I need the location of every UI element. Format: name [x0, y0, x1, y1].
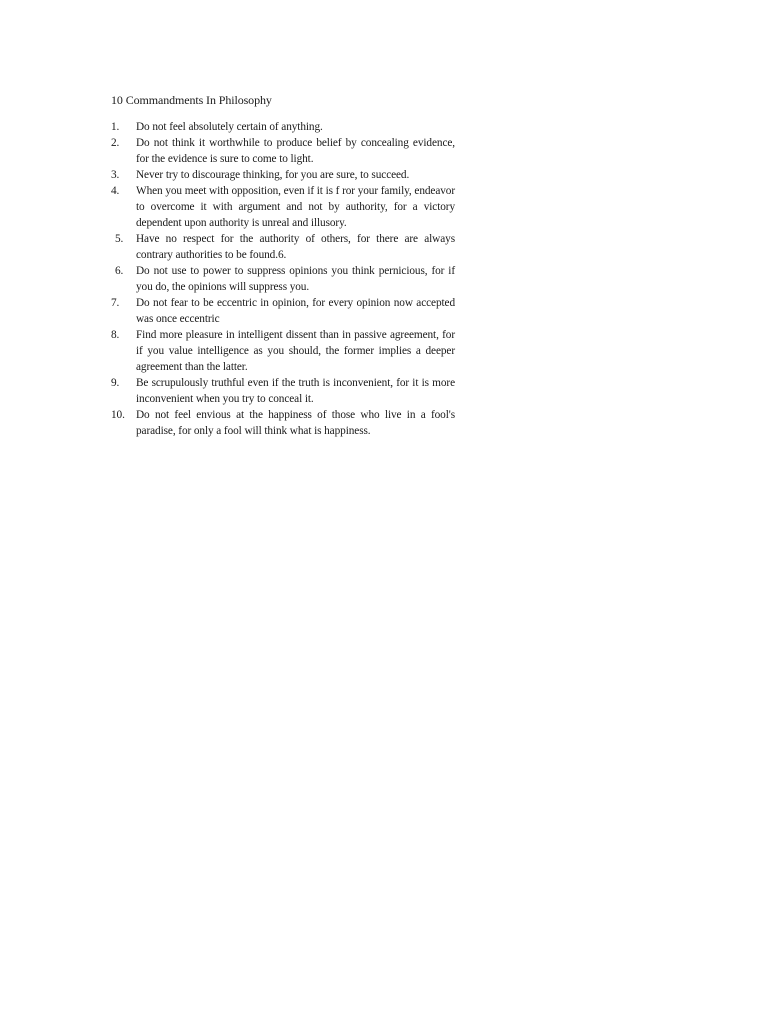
- list-item: [111, 119, 455, 135]
- commandments-list: [111, 119, 455, 439]
- list-item: [111, 263, 455, 295]
- list-item-number: 7.: [111, 297, 120, 309]
- list-item-text: Do not feel envious at the happiness of those who live in a fool's paradise, for only a fool will think what is happiness.: [136, 409, 455, 437]
- list-item-text: Never try to discourage thinking, for you are sure, to succeed.: [136, 169, 410, 181]
- list-item: [111, 167, 455, 183]
- list-item-number: 4.: [111, 185, 120, 197]
- list-item-number: 3.: [111, 169, 120, 181]
- list-item: [111, 135, 455, 167]
- list-item-number: 2.: [111, 137, 120, 149]
- list-item-text: Do not use to power to suppress opinions you think pernicious, for if you do, the opinions will suppress you.: [136, 265, 455, 293]
- list-item-text: Do not think it worthwhile to produce belief by concealing evidence, for the evidence is sure to come to light.: [136, 137, 455, 165]
- list-item: [111, 183, 455, 231]
- list-item-number: 10.: [111, 409, 125, 421]
- list-item-number: 9.: [111, 377, 120, 389]
- list-item: [111, 407, 455, 439]
- list-item-number: 8.: [111, 329, 120, 341]
- list-item-number: 6.: [115, 265, 124, 277]
- document-title: 10 Commandments In Philosophy: [111, 93, 272, 107]
- list-item-text: When you meet with opposition, even if it is f ror your family, endeavor to overcome it with argument and not by authority, for a victory dependent upon authority is unreal and illusory.: [136, 185, 455, 229]
- list-item: [111, 327, 455, 375]
- list-item: [111, 231, 455, 263]
- list-item-text: Do not feel absolutely certain of anything.: [136, 121, 323, 133]
- list-item-number: 1.: [111, 121, 120, 133]
- list-item-number: 5.: [115, 233, 124, 245]
- list-item: [111, 295, 455, 327]
- list-item-text: Do not fear to be eccentric in opinion, for every opinion now accepted was once eccentric: [136, 297, 455, 325]
- list-item: [111, 375, 455, 407]
- list-item-text: Have no respect for the authority of others, for there are always contrary authorities to be found.6.: [136, 233, 455, 261]
- list-item-text: Be scrupulously truthful even if the truth is inconvenient, for it is more inconvenient when you try to conceal it.: [136, 377, 455, 405]
- list-item-text: Find more pleasure in intelligent dissent than in passive agreement, for if you value intelligence as you should, the former implies a deeper agreement than the latter.: [136, 329, 455, 373]
